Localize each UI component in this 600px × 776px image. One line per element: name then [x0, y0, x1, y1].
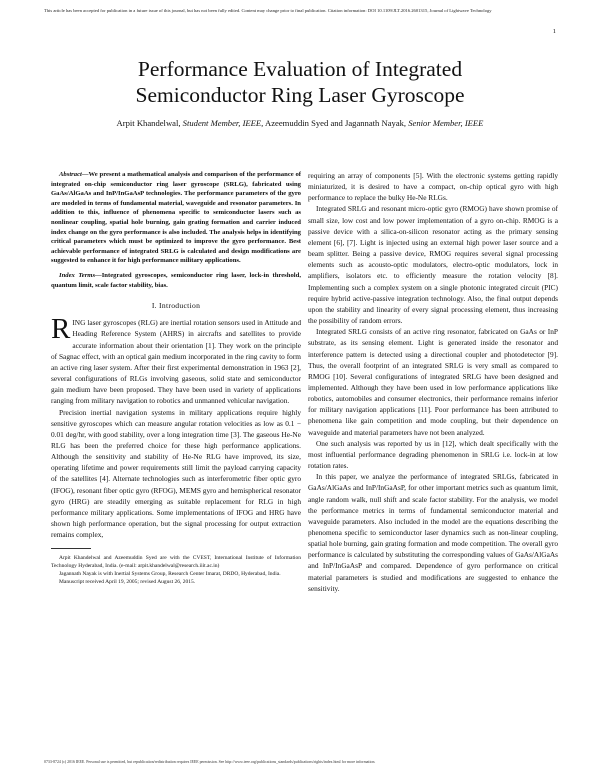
title-line-1: Performance Evaluation of Integrated	[137, 57, 463, 81]
footnote-affiliation-2: Jagannath Nayak is with Inertial Systems Group, Research Center Imarat, DRDO, Hyderabad, India.	[59, 571, 281, 578]
intro-paragraph-1-text: ING laser gyroscopes (RLG) are inertial rotation sensors used in Attitude and Heading Reference System (AHRS) in aircrafts and satellites to provide accurate information about their orientation [1]. They work on the principle of Sagnac effect, with an optical gain medium incorporated in the ring cavity to form an active ring laser system. After their first experimental demonstration in 1963 [2], several configurations of RLGs involving gaseous, solid state and semiconductor gain medium have been proposed. They have been used in variety of applications ranging from military navigation to robotics and unmanned vehicular navigation.	[51, 318, 301, 406]
author-3: and Jagannath Nayak,	[330, 118, 407, 128]
footnote-divider	[51, 548, 91, 549]
section-heading-introduction: I. Introduction	[151, 301, 201, 311]
paper-title	[40, 56, 560, 108]
intro-paragraph-2: Precision inertial navigation systems in military applications require highly sensitive gyroscopes which can measure angular rotation velocities as low as 0.1 − 0.01 deg/hr, with good stability, over a long integration time [3]. The gaseous He-Ne RLG has been the preferred choice for these high performance applications. Although the sensitivity and stability of He-Ne RLG have improved, its size, operating lifetime and power requirements still limit the payload carrying capacity of the satellites [4]. Alternate technologies such as interferometric fiber optic gyro (IFOG), resonant fiber optic gyro (RFOG), MEMS gyro and hemispherical resonator gyro (HRG) are steadily emerging as suitable replacement for RLG in high performance military applications. Some implementations of IFOG and HRG have shown high performance operation, but the signal processing for output extraction remains complex,	[51, 407, 301, 540]
right-paragraph-continued: requiring an array of components [5]. With the electronic systems getting rapidly miniaturized, it is desired to have a compact, on-chip optical gyro with high performance to replace the bulky He-Ne RLGs.	[308, 171, 558, 203]
index-terms	[51, 271, 301, 290]
title-line-2: Semiconductor Ring Laser Gyroscope	[135, 83, 465, 107]
right-paragraph-lockin: One such analysis was reported by us in [12], which dealt specifically with the most influential performance degrading phenomenon in SRLG i.e. lock-in at low rotation rates.	[308, 438, 558, 471]
right-paragraph-this-paper: In this paper, we analyze the performance of integrated SRLGs, fabricated in GaAs/AlGaAs and InP/InGaAsP, for other important metrics such as quantum limit, angle random walk, null shift and scale factor stability. For the analysis, we model the performance metrics in terms of fundamental semiconductor material and waveguide parameters. Also included in the model are the equations describing the phenomena specific to semiconductor laser dynamics such as non-linear coupling, spatial hole burning, gain grating formation and mode competition. The overall gyro performance is calculated by substituting the corresponding values of GaAs/AlGaAs and InP/InGaAsP and compared. Dependence of gyro performance on critical material parameters is studied and modifications are suggested to enhance the sensitivity.	[308, 472, 558, 593]
footnote-manuscript: Manuscript received April 19, 2005; revised August 26, 2015.	[59, 579, 196, 586]
right-paragraph-srlg: Integrated SRLG consists of an active ring resonator, fabricated on GaAs or InP substrate, as its sensing element. Light is generated inside the resonator and interference pattern is detected using a directional coupler and photodetector [9]. Thus, the overall footprint of an integrated SRLG is very small as compared to RMOG [10]. Several configurations of integrated SRLG have been designed and implemented. Although they have been used in low performance applications like robotics, automobiles and consumer electronics, their performance remains inferior for military navigation applications [11]. Poor performance has been attributed to phenomena like gain competition and mode coupling, but their dependence on waveguide and material parameters have not been analyzed.	[308, 327, 558, 437]
drop-cap: R	[51, 313, 71, 346]
index-terms-text: Integrated gyroscopes, semiconductor ring laser, lock-in threshold, quantum limit, scale factor stability, bias.	[51, 271, 301, 289]
right-column	[308, 170, 558, 594]
abstract-text: We present a mathematical analysis and comparison of the performance of integrated on-chip semiconductor ring laser gyroscope (SRLG), fabricated using GaAs/AlGaAs and InP/InGaAsP technologies. The performance parameters of the gyro are modeled in terms of fundamental material, waveguide and resonator parameters. In addition to this, influence of phenomena specific to semiconductor lasers such as nonlinear coupling, spatial hole burning, gain grating formation and carrier induced index change on the gyro performance is also included. The analysis helps in identifying critical parameters which must be optimized to improve the gyro performance. Best achievable performance of integrated SRLG is calculated and design modifications are suggested to enhance it for high performance military applications.	[51, 171, 301, 265]
right-paragraph-rmog: Integrated SRLG and resonant micro-optic gyro (RMOG) have shown promise of small size, low cost and low power implementation of a gyro on-chip. RMOG is a passive device with a silica-on-silicon resonator acting as the primary sensing element [6], [7]. Light is injected using an external high power laser source and a beam splitter. Being a passive device, RMOG requires several signal processing elements such as acousto-optic modulators, electro-optic modulators, lock in amplifiers, isolators etc. to efficiently measure the rotation velocity [8]. Implementing such a complex system on a single photonic integrated circuit (PIC) require hybrid active-passive integration technology. Also, the final output depends upon the stability and linearity of every signal processing element, thus increasing the possibility of random errors.	[308, 204, 558, 326]
author-1-role: Student Member, IEEE,	[182, 118, 264, 128]
author-2: Azeemuddin Syed	[265, 118, 329, 128]
author-1: Arpit Khandelwal,	[116, 118, 181, 128]
intro-paragraph-1	[51, 313, 301, 406]
footnote-affiliation-1: Arpit Khandelwal and Azeemuddin Syed are with the CVEST, International Institute of Information Technology Hyderabad, India. (e-mail: arpit.khandelwal@research.iiit.ac.in)	[51, 555, 301, 570]
author-3-role: Senior Member, IEEE	[408, 118, 484, 128]
abstract-lead: Abstract—	[59, 171, 89, 178]
left-column	[51, 170, 301, 586]
copyright-footer: 0733-8724 (c) 2016 IEEE. Personal use is permitted, but republication/redistribution requires IEEE permission. See http://www.ieee.org/publications_standards/publications/rights/index.html for more information.	[44, 760, 376, 764]
author-line	[40, 118, 560, 129]
abstract	[51, 170, 301, 266]
index-terms-lead: Index Terms—	[59, 271, 102, 279]
page-number: 1	[552, 28, 556, 35]
accepted-article-notice: This article has been accepted for publication in a future issue of this journal, but has not been fully edited. Content may change prior to final publication. Citation information: DOI 10.1109/JLT.2016.2601315, Journal of Lightwave Technology	[44, 8, 492, 13]
